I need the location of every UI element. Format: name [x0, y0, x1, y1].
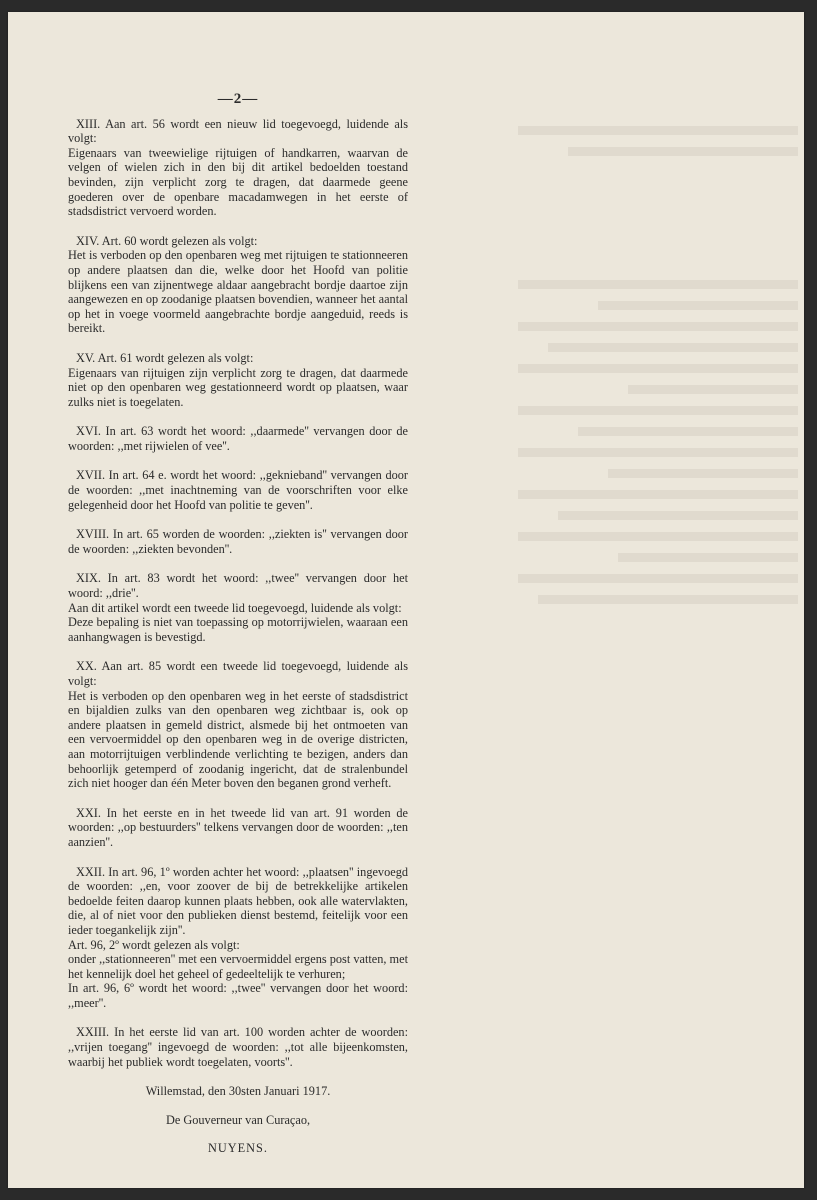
- section-heading-paragraph: XXII. In art. 96, 1º worden achter het woord: ,,plaatsen'' ingevoegd de woorden: ,,en, voor zoover de bij de betrekkelijke artikelen bedoelde feiten daarop kunnen plaats hebben, ook alle watervlakten, die, al of niet voor den publieken dienst bestemd, feitelijk voor een ieder toegankelijk zijn''.: [68, 864, 408, 937]
- section-heading-paragraph: XX. Aan art. 85 wordt een tweede lid toegevoegd, luidende als volgt:: [68, 659, 408, 688]
- section-paragraph: Aan dit artikel wordt een tweede lid toegevoegd, luidende als volgt:: [68, 600, 402, 615]
- section-heading-paragraph: XXI. In het eerste en in het tweede lid van art. 91 worden de woorden: ,,op bestuurders'' telkens vervangen door de woorden: ,,ten aanzien''.: [68, 805, 408, 849]
- section-heading-paragraph: XV. Art. 61 wordt gelezen als volgt:: [76, 350, 254, 365]
- section-heading-paragraph: XIII. Aan art. 56 wordt een nieuw lid toegevoegd, luidende als volgt:: [68, 116, 408, 146]
- section-heading-paragraph: XVIII. In art. 65 worden de woorden: ,,ziekten is'' vervangen door de woorden: ,,ziekten bevonden''.: [68, 527, 408, 556]
- show-through-bleed: [478, 52, 798, 1052]
- article-section: [68, 527, 408, 556]
- section-paragraph: In art. 96, 6º wordt het woord: ,,twee'' vervangen door het woord: ,,meer''.: [68, 981, 408, 1010]
- document-body: [68, 92, 408, 1170]
- article-section: [68, 659, 408, 790]
- closing-block: [68, 1084, 408, 1156]
- page-number: —2—: [217, 91, 259, 107]
- article-section: [68, 865, 408, 1011]
- signature-name: NUYENS.: [208, 1141, 268, 1156]
- section-heading-paragraph: XXIII. In het eerste lid van art. 100 worden achter de woorden: ,,vrijen toegang'' ingevoegd de woorden: ,,tot alle bijeenkomsten, waarbij het publiek wordt toegelaten, voorts''.: [68, 1025, 408, 1069]
- article-section: [68, 424, 408, 453]
- section-paragraph: Art. 96, 2º wordt gelezen als volgt:: [68, 937, 240, 952]
- section-paragraph: Eigenaars van tweewielige rijtuigen of handkarren, waarvan de velgen of wielen zich in den bij dit artikel bedoelden toestand bevinden, zijn verplicht zorg te dragen, dat daarmede geene goederen over de openbare macadamwegen in het eerste of stadsdistrict vervoerd worden.: [68, 145, 408, 219]
- article-section: [68, 806, 408, 850]
- section-paragraph: Eigenaars van rijtuigen zijn verplicht zorg te dragen, dat daarmede niet op den openbaren weg gestationneerd wordt op plaatsen, waar zulks niet is toegelaten.: [68, 365, 408, 409]
- article-section: [68, 468, 408, 512]
- section-heading-paragraph: XVI. In art. 63 wordt het woord: ,,daarmede'' vervangen door de woorden: ,,met rijwielen of vee''.: [68, 424, 408, 453]
- article-section: [68, 571, 408, 644]
- article-section: [68, 117, 408, 219]
- article-sections: [68, 117, 408, 1070]
- article-section: [68, 351, 408, 409]
- section-heading-paragraph: XVII. In art. 64 e. wordt het woord: ,,geknieband'' vervangen door de woorden: ,,met inachtneming van de voorschriften voor elke gelegenheid door het Hoofd van politie te geven''.: [68, 468, 408, 512]
- section-paragraph: Deze bepaling is niet van toepassing op motorrijwielen, waaraan een aanhangwagen is bevestigd.: [68, 615, 408, 644]
- section-paragraph: Het is verboden op den openbaren weg met rijtuigen te stationneeren op andere plaatsen dan die, welke door het Hoofd van politie blijkens een van zijnentwege aldaar aangebracht bordje daartoe zijn aangewezen en op zoodanige plaatsen bovendien, wanneer het aantal op het in voege voormeld aangebrachte bordje aangeduid, reeds is bereikt.: [68, 248, 408, 336]
- place-date: Willemstad, den 30sten Januari 1917.: [145, 1084, 331, 1099]
- section-paragraph: Het is verboden op den openbaren weg in het eerste of stadsdistrict en bijaldien zulks van den openbaren weg zichtbaar is, ook op andere plaatsen in gemeld district, alsmede bij het ontmoeten van een vervoermiddel op den openbaren weg in de overige districten, aan motorrijtuigen verblindende verlichting te bezigen, anders dan behoorlijk getemperd of zoodanig ingericht, dat de stralenbundel zich niet hooger dan één Meter boven den beganen grond verheft.: [68, 688, 408, 791]
- article-section: [68, 1025, 408, 1069]
- document-page: [8, 12, 804, 1188]
- section-heading-paragraph: XIV. Art. 60 wordt gelezen als volgt:: [76, 233, 258, 248]
- section-heading-paragraph: XIX. In art. 83 wordt het woord: ,,twee'' vervangen door het woord: ,,drie''.: [68, 571, 408, 601]
- section-paragraph: onder ,,stationneeren'' met een vervoermiddel ergens post vatten, met het kennelijk doel het geheel of gedeeltelijk te verhuren;: [68, 952, 408, 981]
- signatory-title: De Gouverneur van Curaçao,: [165, 1112, 311, 1127]
- article-section: [68, 234, 408, 336]
